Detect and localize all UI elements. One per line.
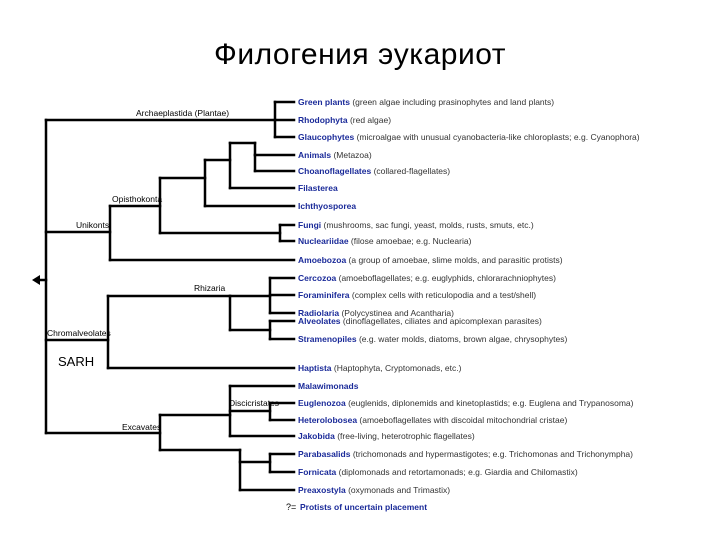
taxon-description: (mushrooms, sac fungi, yeast, molds, rusts, smuts, etc.): [321, 220, 534, 230]
taxon-description: (diplomonads and retortamonads; e.g. Giardia and Chilomastix): [336, 467, 578, 477]
taxon-name: Jakobida: [298, 431, 335, 441]
taxon-description: (dinoflagellates, ciliates and apicomplexan parasites): [340, 316, 542, 326]
taxon-name: Animals: [298, 150, 332, 160]
taxon-name: Euglenozoa: [298, 398, 346, 408]
taxon-description: (euglenids, diplonemids and kinetoplastids; e.g. Euglena and Trypanosoma): [345, 398, 634, 408]
taxon-description: (oxymonads and Trimastix): [345, 485, 451, 495]
taxa-list: [298, 97, 640, 495]
taxon-leaf: [298, 467, 578, 477]
taxon-description: (Polycystinea and Acantharia): [339, 308, 454, 318]
taxon-leaf: [298, 398, 634, 408]
taxon-description: (green algae including prasinophytes and land plants): [349, 97, 555, 107]
taxon-name: Fornicata: [298, 467, 337, 477]
taxon-leaf: [298, 255, 563, 265]
taxon-name: Cercozoa: [298, 273, 337, 283]
taxon-name: Ichthyosporea: [298, 201, 357, 211]
taxon-name: Rhodophyta: [298, 115, 348, 125]
taxon-description: (Metazoa): [331, 150, 372, 160]
taxon-description: (red algae): [347, 115, 392, 125]
taxon-description: (Haptophyta, Cryptomonads, etc.): [331, 363, 462, 373]
taxon-leaf: [298, 132, 640, 142]
taxon-leaf: [298, 485, 450, 495]
taxon-leaf: [298, 273, 556, 283]
taxon-name: Nucleariidae: [298, 236, 349, 246]
taxon-leaf: [298, 236, 472, 246]
taxon-description: (trichomonads and hypermastigotes; e.g. Trichomonas and Trichonympha): [350, 449, 633, 459]
taxon-description: (a group of amoebae, slime molds, and parasitic protists): [346, 255, 563, 265]
taxon-leaf: [298, 97, 554, 107]
clade-label-unikonts: Unikonts: [76, 220, 110, 230]
taxon-name: Heterolobosea: [298, 415, 358, 425]
page-title: Филогения эукариот: [214, 38, 506, 71]
taxon-leaf: [298, 316, 542, 326]
taxon-leaf: [298, 415, 567, 425]
taxon-leaf: [298, 201, 356, 211]
taxon-description: (e.g. water molds, diatoms, brown algae, chrysophytes): [356, 334, 568, 344]
taxon-name: Amoebozoa: [298, 255, 347, 265]
taxon-leaf: [298, 220, 534, 230]
clade-label-chromalveolates: Chromalveolates: [47, 328, 111, 338]
taxon-leaf: [298, 431, 475, 441]
legend-text: Protists of uncertain placement: [300, 502, 428, 512]
taxon-name: Glaucophytes: [298, 132, 355, 142]
taxon-name: Haptista: [298, 363, 332, 373]
taxon-leaf: [298, 166, 450, 176]
taxon-name: Choanoflagellates: [298, 166, 372, 176]
clade-label-rhizaria: Rhizaria: [194, 283, 226, 293]
taxon-name: Preaxostyla: [298, 485, 346, 495]
clade-label-excavates: Excavates: [122, 422, 162, 432]
taxon-leaf: [298, 115, 391, 125]
taxon-name: Foraminifera: [298, 290, 350, 300]
taxon-leaf: [298, 334, 567, 344]
taxon-description: (amoeboflagellates; e.g. euglyphids, chlorarachniophytes): [336, 273, 556, 283]
taxon-description: (filose amoebae; e.g. Nuclearia): [348, 236, 472, 246]
taxon-leaf: [298, 183, 338, 193]
taxon-leaf: [298, 381, 359, 391]
taxon-description: (collared-flagellates): [371, 166, 451, 176]
taxon-name: Malawimonads: [298, 381, 359, 391]
taxon-leaf: [298, 150, 372, 160]
legend-symbol: ?=: [286, 502, 297, 512]
taxon-name: Green plants: [298, 97, 350, 107]
clade-label-discicristates: Discicristates: [229, 398, 280, 408]
taxon-leaf: [298, 363, 462, 373]
taxon-name: Filasterea: [298, 183, 338, 193]
clade-label-sarh: SARH: [58, 354, 95, 369]
taxon-name: Parabasalids: [298, 449, 351, 459]
taxon-leaf: [298, 449, 633, 459]
taxon-name: Fungi: [298, 220, 322, 230]
clade-label-archaeplastida: Archaeplastida (Plantae): [136, 108, 230, 118]
taxon-description: (complex cells with reticulopodia and a test/shell): [349, 290, 537, 300]
legend: [286, 502, 427, 512]
taxon-name: Radiolaria: [298, 308, 340, 318]
clade-label-opisthokonta: Opisthokonta: [112, 194, 163, 204]
taxon-description: (amoeboflagellates with discoidal mitochondrial cristae): [357, 415, 568, 425]
taxon-description: (microalgae with unusual cyanobacteria-like chloroplasts; e.g. Cyanophora): [354, 132, 640, 142]
taxon-description: (free-living, heterotrophic flagellates): [334, 431, 475, 441]
taxon-leaf: [298, 290, 536, 300]
taxon-name: Stramenopiles: [298, 334, 357, 344]
clade-labels: [47, 108, 279, 432]
tree-branches: [32, 102, 294, 490]
taxon-name: Alveolates: [298, 316, 341, 326]
